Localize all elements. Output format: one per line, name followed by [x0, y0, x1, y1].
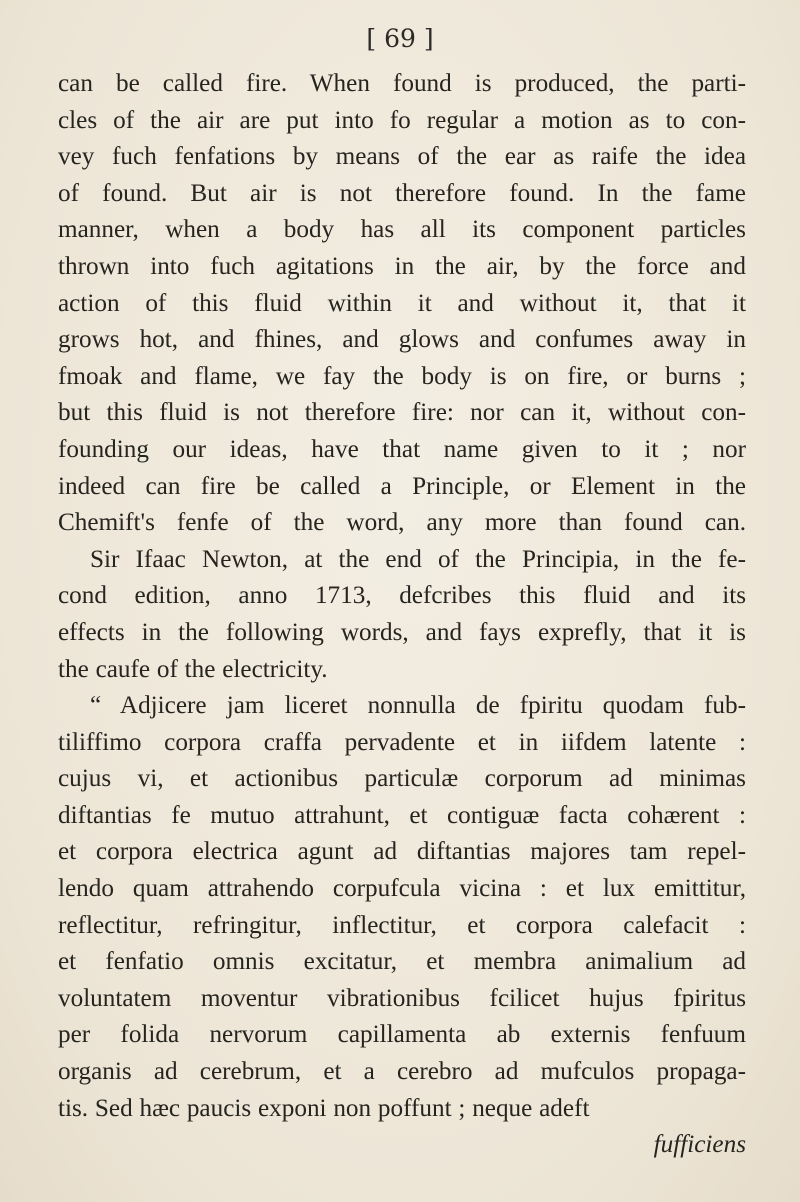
- text-line: organis ad cerebrum, et a cerebro ad mufculos propaga-: [58, 1058, 746, 1086]
- text-line: cles of the air are put into fo regular a motion as to con-: [58, 106, 746, 134]
- text-line: action of this fluid within it and without it, that it: [58, 289, 746, 317]
- text-line: thrown into fuch agitations in the air, by the force and: [58, 252, 746, 280]
- text-line: grows hot, and fhines, and glows and confumes away in: [58, 326, 746, 354]
- text-line: vey fuch fenfations by means of the ear as raife the idea: [58, 143, 746, 171]
- text-line: tiliffimo corpora craffa pervadente et in iifdem latente :: [58, 728, 746, 756]
- text-line: voluntatem moventur vibrationibus fcilicet hujus fpiritus: [58, 984, 746, 1012]
- catchword: fufficiens: [653, 1131, 746, 1159]
- text-line: manner, when a body has all its component particles: [58, 216, 746, 244]
- text-line: diftantias fe mutuo attrahunt, et contiguæ facta cohærent :: [58, 801, 746, 829]
- text-line: cond edition, anno 1713, defcribes this fluid and its: [58, 582, 746, 610]
- text-line: fmoak and flame, we fay the body is on fire, or burns ;: [58, 362, 746, 390]
- text-line: et corpora electrica agunt ad diftantias majores tam repel-: [58, 838, 746, 866]
- text-line: of found. But air is not therefore found. In the fame: [58, 179, 746, 207]
- text-line: lendo quam attrahendo corpufcula vicina : et lux emittitur,: [58, 875, 746, 903]
- text-line: et fenfatio omnis excitatur, et membra animalium ad: [58, 948, 746, 976]
- text-line: per folida nervorum capillamenta ab externis fenfuum: [58, 1021, 746, 1049]
- text-line: reflectitur, refringitur, inflectitur, et corpora calefacit :: [58, 911, 746, 939]
- text-line: effects in the following words, and fays exprefly, that it is: [58, 618, 746, 646]
- text-line: but this fluid is not therefore fire: nor can it, without con-: [58, 399, 746, 427]
- text-line: Chemift's fenfe of the word, any more than found can.: [58, 509, 746, 537]
- text-line: “ Adjicere jam liceret nonnulla de fpiritu quodam fub-: [90, 692, 746, 720]
- text-line: Sir Ifaac Newton, at the end of the Principia, in the fe-: [90, 545, 746, 573]
- text-line: can be called fire. When found is produced, the parti-: [58, 70, 746, 97]
- text-line: founding our ideas, have that name given to it ; nor: [58, 435, 746, 463]
- text-line: cujus vi, et actionibus particulæ corporum ad minimas: [58, 765, 746, 793]
- page-body-text: [58, 66, 746, 1164]
- page-number: [ 69 ]: [366, 24, 434, 53]
- text-line: indeed can fire be called a Principle, or Element in the: [58, 472, 746, 500]
- text-line: the caufe of the electricity.: [58, 655, 328, 683]
- text-line: tis. Sed hæc paucis exponi non poffunt ; neque adeft: [58, 1094, 590, 1122]
